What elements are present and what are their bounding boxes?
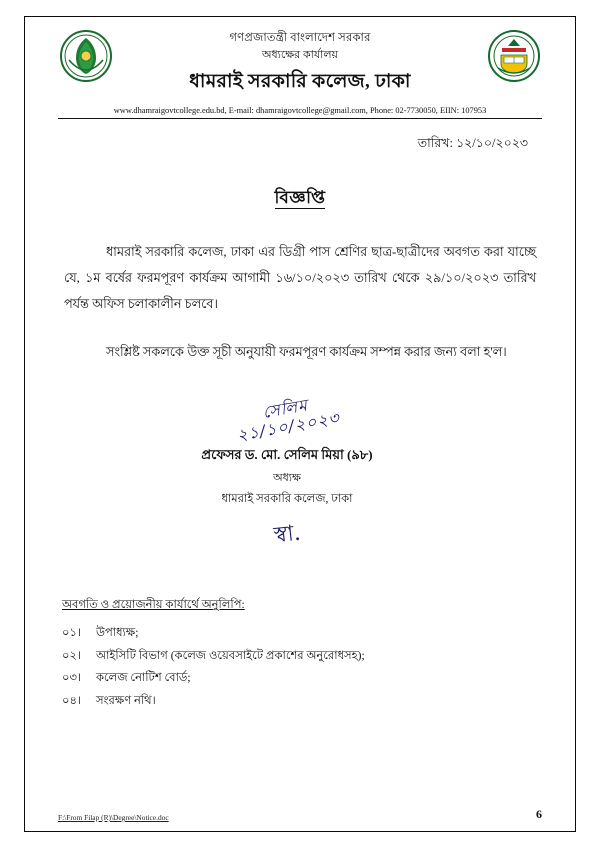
document-header — [58, 26, 542, 119]
copy-item-number: ০৪। — [62, 694, 82, 707]
notice-body — [58, 239, 542, 366]
signature-block — [58, 394, 542, 555]
copy-item-number: ০২। — [62, 649, 82, 662]
page-title-text: বিজ্ঞপ্তি — [274, 187, 326, 207]
date-row — [58, 135, 542, 155]
list-item — [62, 690, 542, 712]
copy-item-text: আইসিটি বিভাগ (কলেজ ওয়েবসাইটে প্রকাশের অনুরোধসহ); — [96, 649, 365, 662]
copy-item-text: সংরক্ষণ নথি। — [96, 694, 156, 707]
document-content — [24, 16, 576, 832]
file-path: F:\From Filap (R)\Degree\Notice.doc — [58, 813, 169, 822]
page-number: 6 — [536, 807, 542, 821]
copy-item-text: কলেজ নোটিশ বোর্ড; — [96, 672, 191, 685]
signatory-organization: ধামরাই সরকারি কলেজ, ঢাকা — [221, 493, 353, 506]
signatory-role: অধ্যক্ষ — [273, 472, 301, 485]
copy-heading: অবগতি ও প্রয়োজনীয় কার্যার্থে অনুলিপি: — [62, 599, 245, 612]
copy-item-number: ০৩। — [62, 672, 82, 685]
copy-distribution-block — [58, 596, 542, 712]
contact-line: www.dhamraigovtcollege.edu.bd, E-mail: dhamraigovtcollege@gmail.com, Phone: 02-7730050, EIIN: 107953 — [58, 106, 542, 119]
government-line: গণপ্রজাতন্ত্রী বাংলাদেশ সরকার — [229, 32, 371, 44]
college-name: ধামরাই সরকারি কলেজ, ঢাকা — [189, 70, 411, 92]
signatory-name: প্রফেসর ড. মো. সেলিম মিয়া (৯৮) — [201, 447, 373, 463]
copy-item-text: উপাধ্যক্ষ; — [96, 627, 139, 640]
date-value: ১২/১০/২০২৩ — [456, 135, 528, 150]
office-line: অধ্যক্ষের কার্যালয় — [261, 49, 339, 62]
list-item — [62, 622, 542, 644]
page-title — [58, 185, 542, 213]
handwritten-signature: সেলিম ২১/১০/২০২৩ — [235, 394, 342, 445]
bangladesh-govt-emblem-icon — [60, 30, 112, 82]
document-footer — [58, 807, 542, 822]
body-paragraph-2: সংশ্লিষ্ট সকলকে উক্ত সূচী অনুযায়ী ফরমপূরণ কার্যক্রম সম্পন্ন করার জন্য বলা হ'ল। — [106, 345, 507, 360]
copy-item-number: ০১। — [62, 627, 82, 640]
body-paragraph-1: ধামরাই সরকারি কলেজ, ঢাকা এর ডিগ্রী পাস শ্রেণির ছাত্র-ছাত্রীদের অবগত করা যাচ্ছে যে, ১ম বর্ষের ফরমপূরণ কার্যক্রম আগামী ১৬/১০/২০২৩ তারিখ থেকে ২৯/১০/২০২৩ তারিখ পর্যন্ত অফিস চলাকালীন চলবে। — [64, 244, 536, 312]
date-label: তারিখ: — [417, 135, 453, 150]
copy-list — [62, 622, 542, 712]
list-item — [62, 645, 542, 667]
college-logo-icon — [488, 30, 540, 82]
seal-mark-icon: স্বা. — [272, 521, 302, 549]
list-item — [62, 667, 542, 689]
